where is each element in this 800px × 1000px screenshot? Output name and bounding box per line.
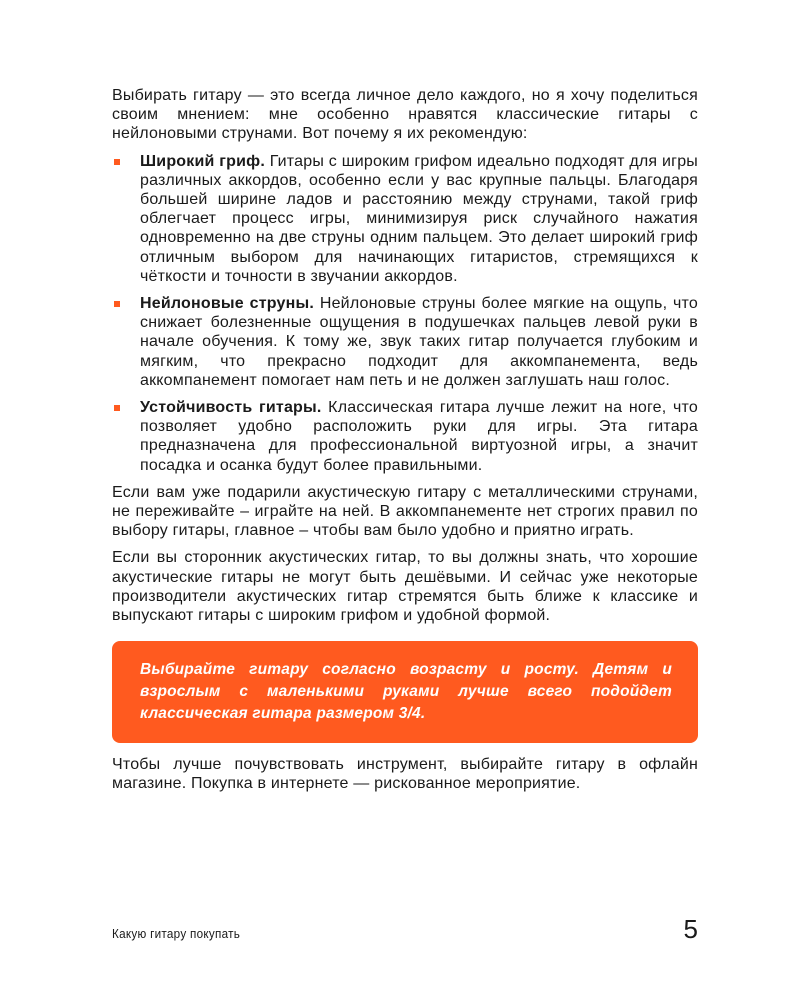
square-bullet-icon — [114, 159, 120, 165]
paragraph-steel-strings: Если вам уже подарили акустическую гитару с металлическими струнами, не переживайте – играйте на ней. В аккомпанементе нет строгих правил по выбору гитары, главное – чтобы вам было удобно и приятно играть. — [112, 483, 698, 540]
square-bullet-icon — [114, 301, 120, 307]
list-item-text: Классическая гитара лучше лежит на ноге, что позволяет удобно расположить руки для игры. Эта гитара предназначена для профессиональной виртуозной игры, а значит посадка и осанка будут более правильными. — [140, 399, 699, 474]
intro-paragraph: Выбирать гитару — это всегда личное дело каждого, но я хочу поделиться своим мнением: мне особенно нравятся классические гитары с нейлоновыми струнами. Вот почему я их рекомендую: — [112, 87, 698, 143]
list-item — [112, 398, 698, 475]
reasons-list — [112, 152, 698, 475]
footer-title: Какую гитару покупать — [112, 926, 241, 941]
list-item — [112, 294, 698, 390]
page-number: 5 — [683, 914, 698, 944]
list-item — [112, 152, 698, 286]
list-item-text: Гитары с широким грифом идеально подходят для игры различных аккордов, особенно если у вас крупные пальцы. Благодаря большей ширине ладов и расстоянию между струнами, такой гриф облегчает процесс игры, минимизируя риск случайного нажатия одновременно на две струны одним пальцем. Это делает широкий гриф отличным выбором для начинающих гитаристов, стремящихся к чёткости и точности в звучании аккордов. — [140, 152, 698, 285]
tip-callout — [112, 641, 698, 743]
list-item-lead: Устойчивость гитары. — [140, 399, 322, 417]
list-item-lead: Широкий гриф. — [140, 152, 265, 170]
paragraph-acoustic: Если вы сторонник акустических гитар, то вы должны знать, что хорошие акустические гитары не могут быть дешёвыми. И сейчас уже некоторые производители акустических гитар стремятся быть ближе к классике и выпускают гитары с широким грифом и удобной формой. — [112, 549, 698, 625]
square-bullet-icon — [114, 405, 120, 411]
tip-callout-text: Выбирайте гитару согласно возрасту и росту. Детям и взрослым с маленькими руками лучше всего подойдет классическая гитара размером 3/4. — [140, 661, 672, 723]
list-item-lead: Нейлоновые струны. — [140, 295, 315, 313]
list-item-text: Нейлоновые струны более мягкие на ощупь, что снижает болезненные ощущения в подушечках пальцев левой руки в начале обучения. К тому же, звук таких гитар получается глубоким и мягким, что прекрасно подходит для аккомпанемента, ведь аккомпанемент помогает нам петь и не должен заглушать наш голос. — [140, 295, 699, 389]
page-content — [112, 86, 698, 794]
paragraph-offline-store: Чтобы лучше почувствовать инструмент, выбирайте гитару в офлайн магазине. Покупка в интернете — рискованное мероприятие. — [112, 756, 698, 793]
